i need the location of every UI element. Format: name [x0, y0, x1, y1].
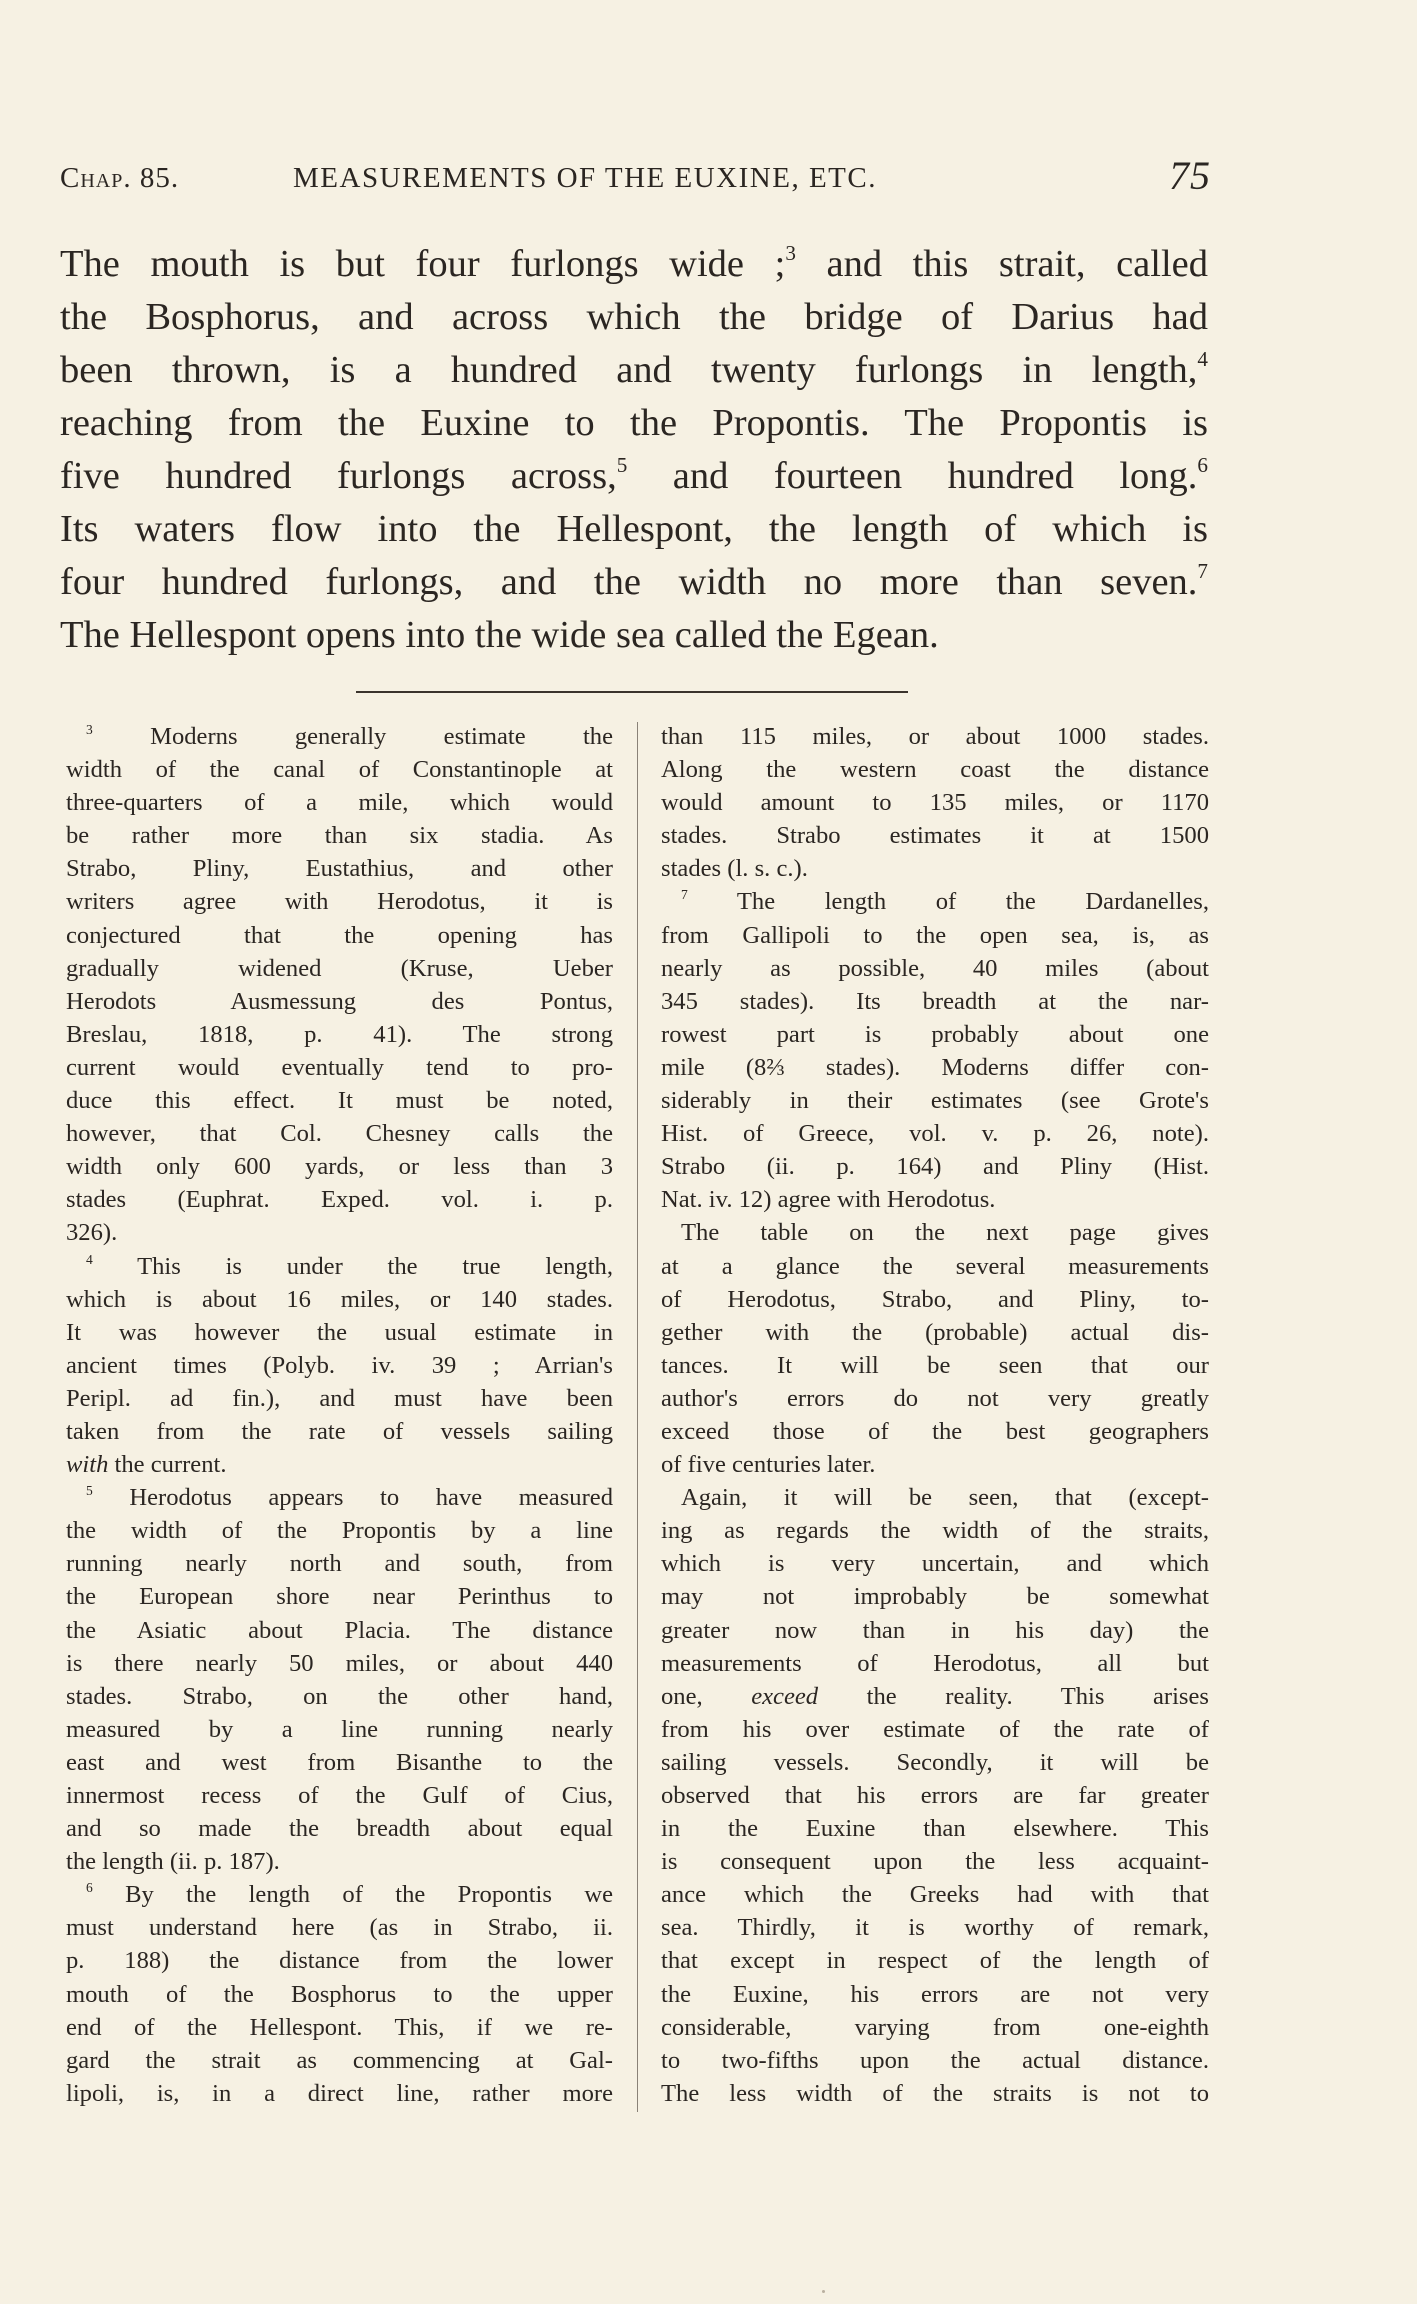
footnote-reference: 6 — [1197, 453, 1208, 478]
footnote-line: tances. It will be seen that our — [661, 1351, 1209, 1379]
footnote-line: 326). — [66, 1219, 118, 1247]
footnote-reference: 3 — [785, 241, 796, 266]
footnote-line: the Asiatic about Placia. The distance — [66, 1616, 613, 1644]
footnote-reference: 7 — [1197, 559, 1208, 584]
footnote-reference: 4 — [1197, 347, 1208, 372]
footnote-line: stades (Euphrat. Exped. vol. i. p. — [66, 1186, 613, 1214]
footnote-line: which is about 16 miles, or 140 stades. — [66, 1285, 613, 1313]
footnote-line: rowest part is probably about one — [661, 1020, 1209, 1048]
footnote-line: measured by a line running nearly — [66, 1715, 613, 1743]
paper-speck — [822, 2290, 825, 2293]
footnote-line: stades (l. s. c.). — [661, 855, 808, 883]
footnote-line: one, exceed the reality. This arises — [661, 1682, 1209, 1710]
footnote-line: and so made the breadth about equal — [66, 1815, 613, 1843]
footnote-line: The less width of the straits is not to — [661, 2079, 1209, 2107]
footnote-line: running nearly north and south, from — [66, 1550, 613, 1578]
footnote-line: $^5$ Herodotus appears to have measured — [86, 1483, 613, 1512]
footnote-line: gard the strait as commencing at Gal- — [66, 2046, 613, 2074]
footnote-line: ancient times (Polyb. iv. 39 ; Arrian's — [66, 1351, 613, 1379]
main-text-line: Its waters flow into the Hellespont, the length of which is — [60, 508, 1208, 550]
footnote-line: three-quarters of a mile, which would — [66, 789, 613, 817]
main-text-line: The mouth is but four furlongs wide ;$^3$ and this strait, called — [60, 241, 1209, 285]
footnote-reference: 5 — [616, 453, 628, 478]
footnote-line: The table on the next page gives — [681, 1219, 1209, 1247]
footnote-line: $^3$ Moderns generally estimate the — [86, 721, 613, 750]
footnote-line: sailing vessels. Secondly, it will be — [661, 1748, 1209, 1776]
footnote-line: of five centuries later. — [661, 1451, 876, 1479]
footnote-line: to two-fifths upon the actual distance. — [661, 2046, 1209, 2074]
footnote-line: the width of the Propontis by a line — [66, 1517, 613, 1545]
footnote-line: greater now than in his day) the — [661, 1616, 1209, 1644]
footnote-line: from Gallipoli to the open sea, is, as — [661, 921, 1209, 949]
footnote-line: Strabo, Pliny, Eustathius, and other — [66, 855, 613, 883]
footnote-line: conjectured that the opening has — [66, 921, 613, 949]
footnote-line: nearly as possible, 40 miles (about — [661, 954, 1209, 982]
footnote-line: mile (8⅔ stades). Moderns differ con- — [661, 1053, 1209, 1081]
footnote-line: Peripl. ad fin.), and must have been — [66, 1384, 613, 1412]
footnote-line: in the Euxine than elsewhere. This — [661, 1815, 1209, 1843]
footnote-marker: 3 — [86, 721, 93, 737]
chapter-label: Chap. 85. — [60, 162, 180, 194]
footnote-line: which is very uncertain, and which — [661, 1550, 1209, 1578]
footnote-line: the length (ii. p. 187). — [66, 1848, 280, 1876]
footnote-line: from his over estimate of the rate of — [661, 1715, 1209, 1743]
footnote-line: may not improbably be somewhat — [661, 1583, 1209, 1611]
footnote-line: lipoli, is, in a direct line, rather more — [66, 2079, 613, 2107]
footnote-line: gradually widened (Kruse, Ueber — [66, 954, 613, 982]
footnote-line: be rather more than six stadia. As — [66, 822, 613, 850]
footnote-line: than 115 miles, or about 1000 stades. — [661, 723, 1209, 750]
footnote-line: author's errors do not very greatly — [661, 1384, 1209, 1412]
footnote-line: current would eventually tend to pro- — [66, 1053, 613, 1081]
footnote-line: stades. Strabo, on the other hand, — [66, 1682, 613, 1710]
footnote-line: however, that Col. Chesney calls the — [66, 1120, 613, 1148]
footnote-line: It was however the usual estimate in — [66, 1318, 613, 1346]
footnote-line: Hist. of Greece, vol. v. p. 26, note). — [661, 1120, 1209, 1148]
footnote-line: Strabo (ii. p. 164) and Pliny (Hist. — [661, 1153, 1209, 1181]
main-text-line: four hundred furlongs, and the width no more than seven.$^7$ — [60, 559, 1208, 603]
footnote-line: gether with the (probable) actual dis- — [661, 1318, 1209, 1346]
column-divider — [637, 722, 638, 2112]
footnote-line: taken from the rate of vessels sailing — [66, 1417, 613, 1445]
footnote-line: $^7$ The length of the Dardanelles, — [681, 887, 1209, 916]
footnote-line: the European shore near Perinthus to — [66, 1583, 613, 1611]
main-paragraph — [60, 238, 1208, 662]
footnote-line: Nat. iv. 12) agree with Herodotus. — [661, 1186, 996, 1214]
footnote-line: east and west from Bisanthe to the — [66, 1748, 613, 1776]
footnote-line: of Herodotus, Strabo, and Pliny, to- — [661, 1285, 1209, 1313]
footnote-line: Breslau, 1818, p. 41). The strong — [66, 1020, 613, 1048]
footnote-line: writers agree with Herodotus, it is — [66, 888, 613, 916]
footnote-line: considerable, varying from one-eighth — [661, 2013, 1209, 2041]
footnote-line: measurements of Herodotus, all but — [661, 1649, 1209, 1677]
footnotes-right-column — [661, 720, 1209, 2110]
footnote-line: duce this effect. It must be noted, — [66, 1087, 613, 1115]
footnote-line: that except in respect of the length of — [661, 1947, 1209, 1975]
footnote-marker: 7 — [681, 887, 688, 903]
footnotes-left-column — [66, 720, 613, 2110]
footnote-line: $^6$ By the length of the Propontis we — [86, 1880, 613, 1909]
footnote-separator-rule — [356, 691, 908, 693]
footnote-line: is consequent upon the less acquaint- — [661, 1848, 1209, 1876]
footnote-line: exceed those of the best geographers — [661, 1417, 1209, 1445]
footnote-line: at a glance the several measurements — [661, 1252, 1209, 1280]
footnote-line: mouth of the Bosphorus to the upper — [66, 1980, 613, 2008]
footnote-marker: 6 — [86, 1880, 93, 1896]
footnote-line: innermost recess of the Gulf of Cius, — [66, 1782, 613, 1809]
footnote-line: stades. Strabo estimates it at 1500 — [661, 822, 1209, 850]
running-head — [60, 153, 1211, 198]
footnote-line: observed that his errors are far greater — [661, 1782, 1209, 1809]
footnote-line: $^4$ This is under the true length, — [86, 1251, 613, 1280]
footnote-line: 345 stades). Its breadth at the nar- — [661, 987, 1209, 1015]
footnote-line: width only 600 yards, or less than 3 — [66, 1153, 613, 1181]
running-title: MEASUREMENTS OF THE EUXINE, ETC. — [293, 162, 877, 194]
main-text-line: reaching from the Euxine to the Propontis. The Propontis is — [60, 402, 1208, 444]
footnote-marker: 5 — [86, 1483, 93, 1499]
main-text-line: The Hellespont opens into the wide sea called the Egean. — [60, 614, 939, 656]
footnote-line: Along the western coast the distance — [661, 756, 1209, 784]
footnote-line: would amount to 135 miles, or 1170 — [661, 789, 1209, 817]
footnote-line: is there nearly 50 miles, or about 440 — [66, 1649, 613, 1677]
footnote-line: the Euxine, his errors are not very — [661, 1980, 1209, 2008]
footnote-line: p. 188) the distance from the lower — [66, 1947, 613, 1975]
footnote-line: Again, it will be seen, that (except- — [681, 1484, 1209, 1512]
footnote-marker: 4 — [86, 1251, 93, 1267]
footnote-line: with the current. — [66, 1451, 227, 1479]
page-number: 75 — [1169, 153, 1211, 198]
footnote-line: width of the canal of Constantinople at — [66, 756, 613, 784]
footnote-line: Herodots Ausmessung des Pontus, — [66, 987, 613, 1015]
footnote-line: must understand here (as in Strabo, ii. — [66, 1914, 613, 1942]
main-text-line: the Bosphorus, and across which the bridge of Darius had — [60, 296, 1208, 338]
footnote-line: sea. Thirdly, it is worthy of remark, — [661, 1914, 1209, 1942]
footnote-line: ing as regards the width of the straits, — [661, 1517, 1209, 1545]
footnote-line: siderably in their estimates (see Grote's — [661, 1087, 1209, 1115]
footnote-line: end of the Hellespont. This, if we re- — [66, 2013, 613, 2041]
main-text-line: five hundred furlongs across,$^5$ and fourteen hundred long.$^6$ — [60, 453, 1208, 497]
footnote-line: ance which the Greeks had with that — [661, 1881, 1209, 1909]
main-text-line: been thrown, is a hundred and twenty furlongs in length,$^4$ — [60, 347, 1208, 391]
